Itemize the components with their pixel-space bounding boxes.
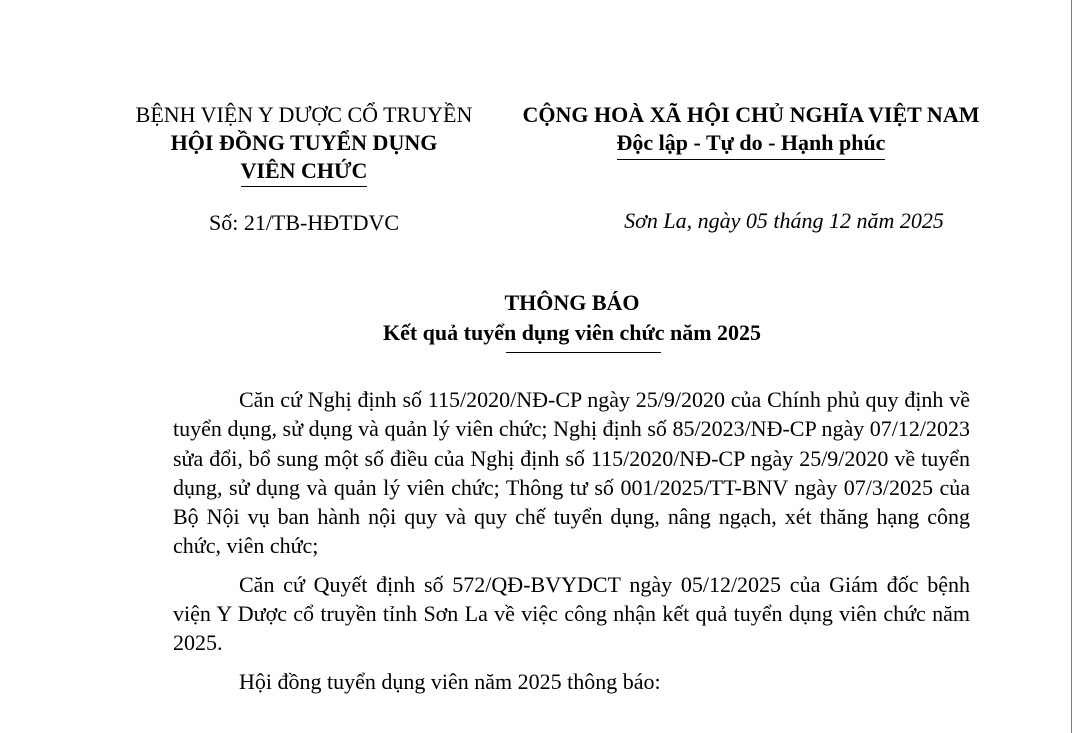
title-divider (506, 352, 661, 353)
document-title-block (222, 288, 922, 348)
council-name-continued: VIÊN CHỨC (241, 157, 368, 187)
issuing-organization (102, 101, 506, 187)
document-title: THÔNG BÁO (504, 290, 640, 315)
country-name: CỘNG HOÀ XÃ HỘI CHỦ NGHĨA VIỆT NAM (522, 102, 980, 127)
council-name: HỘI ĐỒNG TUYỂN DỤNG (170, 130, 438, 155)
page-edge (1071, 0, 1072, 733)
organization-name: BỆNH VIỆN Y DƯỢC CỔ TRUYỀN (135, 102, 473, 127)
national-header (494, 101, 1008, 160)
document-body (173, 385, 970, 705)
legal-basis-paragraph: Căn cứ Nghị định số 115/2020/NĐ-CP ngày 25/9/2020 của Chính phủ quy định về tuyển dụng, sử dụng và quản lý viên chức; Nghị định số 85/2023/NĐ-CP ngày 07/12/2023 sửa đổi, bổ sung một số điều của Nghị định số 115/2020/NĐ-CP ngày 25/9/2020 về tuyển dụng, sử dụng và quản lý viên chức; Thông tư số 001/2025/TT-BNV ngày 07/3/2025 của Bộ Nội vụ ban hành nội quy và quy chế tuyển dụng, nâng ngạch, xét thăng hạng công chức, viên chức; (173, 387, 970, 559)
national-motto: Độc lập - Tự do - Hạnh phúc (617, 129, 886, 160)
place-and-date: Sơn La, ngày 05 tháng 12 năm 2025 (624, 208, 944, 233)
document-number: Số: 21/TB-HĐTDVC (208, 210, 400, 235)
decision-basis-paragraph: Căn cứ Quyết định số 572/QĐ-BVYDCT ngày 05/12/2025 của Giám đốc bệnh viện Y Dược cổ truyền tỉnh Sơn La về việc công nhận kết quả tuyển dụng viên chức năm 2025. (173, 571, 970, 656)
document-subtitle: Kết quả tuyển dụng viên chức năm 2025 (382, 320, 762, 345)
announcement-intro-paragraph: Hội đồng tuyển dụng viên năm 2025 thông báo: (239, 668, 661, 694)
